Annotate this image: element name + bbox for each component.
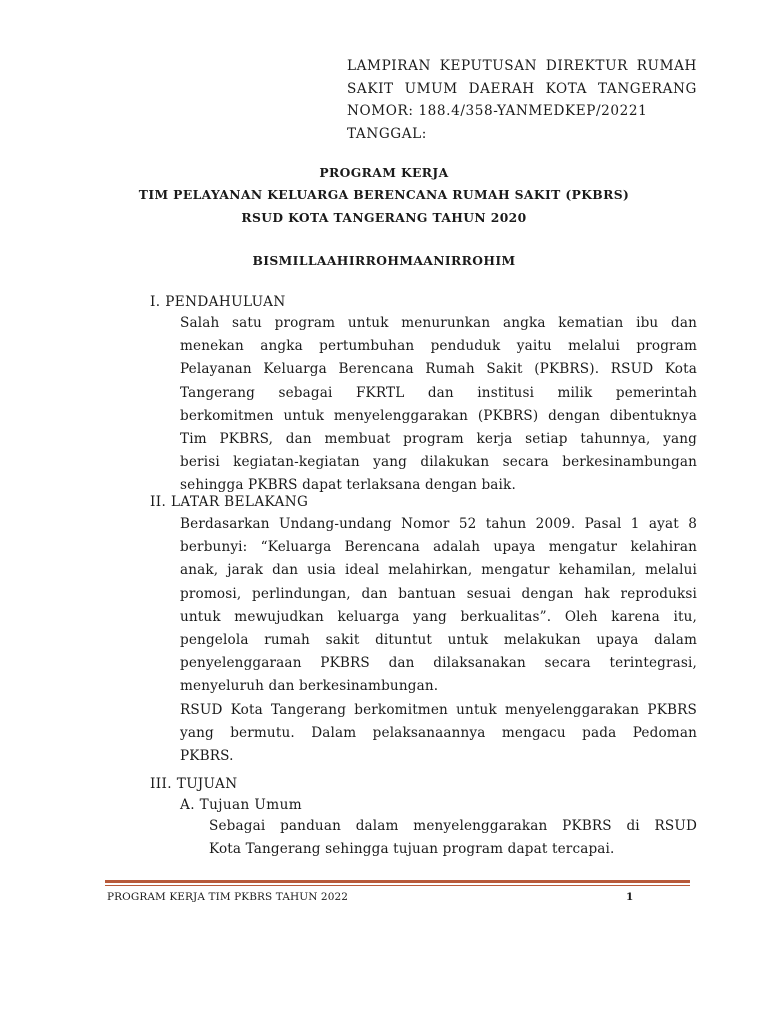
section-body-tujuan [209,815,697,861]
text-line: Berdasarkan Undang-undang Nomor 52 tahun 2009. Pasal 1 ayat 8 [180,516,697,532]
lampiran-line: SAKIT UMUM DAERAH KOTA TANGERANG [347,80,697,97]
text-line: anak, jarak dan usia ideal melahirkan, mengatur kehamilan, melalui [180,562,697,579]
footer-divider [105,880,690,886]
text-line: promosi, perlindungan, dan bantuan sesuai dengan hak reproduksi [180,585,697,602]
text-line: RSUD Kota Tangerang berkomitmen untuk menyelenggarakan PKBRS [180,701,697,718]
lampiran-block [347,55,697,145]
section-heading-tujuan: III. TUJUAN [150,776,238,792]
section-body-latar-belakang [180,513,697,768]
text-line: Sebagai panduan dalam menyelenggarakan PKBRS di RSUD [209,818,697,834]
lampiran-line: NOMOR: 188.4/358-YANMEDKEP/20221 [347,103,648,120]
lampiran-line: TANGGAL: [347,125,427,142]
text-line: untuk mewujudkan keluarga yang berkualitas”. Oleh karena itu, [180,608,697,625]
text-line: berisi kegiatan-kegiatan yang dilakukan secara berkesinambungan [180,454,697,471]
program-title: PROGRAM KERJA [319,165,449,180]
basmalah: BISMILLAAHIRROHMAANIRROHIM [252,253,516,268]
section-body-pendahuluan [180,312,697,498]
text-line: berkomitmen untuk menyelenggarakan (PKBRS) dengan dibentuknya [180,407,697,424]
text-line: penyelenggaraan PKBRS dan dilaksanakan secara terintegrasi, [180,655,697,672]
program-subtitle-2: RSUD KOTA TANGERANG TAHUN 2020 [241,210,527,225]
text-line: menekan angka pertumbuhan penduduk yaitu melalui program [180,338,697,355]
section-heading-latar-belakang: II. LATAR BELAKANG [150,494,309,510]
text-line: Tangerang sebagai FKRTL dan institusi milik pemerintah [180,384,697,401]
text-line: pengelola rumah sakit dituntut untuk melakukan upaya dalam [180,632,697,649]
text-line: sehingga PKBRS dapat terlaksana dengan baik. [180,477,516,494]
section-heading-pendahuluan: I. PENDAHULUAN [150,294,286,310]
program-subtitle: TIM PELAYANAN KELUARGA BERENCANA RUMAH SAKIT (PKBRS) [138,187,630,202]
subsection-heading-tujuan-umum: A. Tujuan Umum [180,797,303,813]
text-line: menyeluruh dan berkesinambungan. [180,678,439,695]
footer-title: PROGRAM KERJA TIM PKBRS TAHUN 2022 [107,891,349,903]
text-line: Pelayanan Keluarga Berencana Rumah Sakit (PKBRS). RSUD Kota [180,361,697,378]
lampiran-line: LAMPIRAN KEPUTUSAN DIREKTUR RUMAH [347,58,697,74]
text-line: Tim PKBRS, dan membuat program kerja setiap tahunnya, yang [180,431,697,448]
text-line: berbunyi: “Keluarga Berencana adalah upaya mengatur kelahiran [180,539,697,556]
text-line: Salah satu program untuk menurunkan angka kematian ibu dan [180,315,697,331]
text-line: Kota Tangerang sehingga tujuan program dapat tercapai. [209,841,615,858]
text-line: yang bermutu. Dalam pelaksanaannya mengacu pada Pedoman [180,724,697,741]
text-line: PKBRS. [180,748,234,765]
page-number: 1 [626,891,634,903]
